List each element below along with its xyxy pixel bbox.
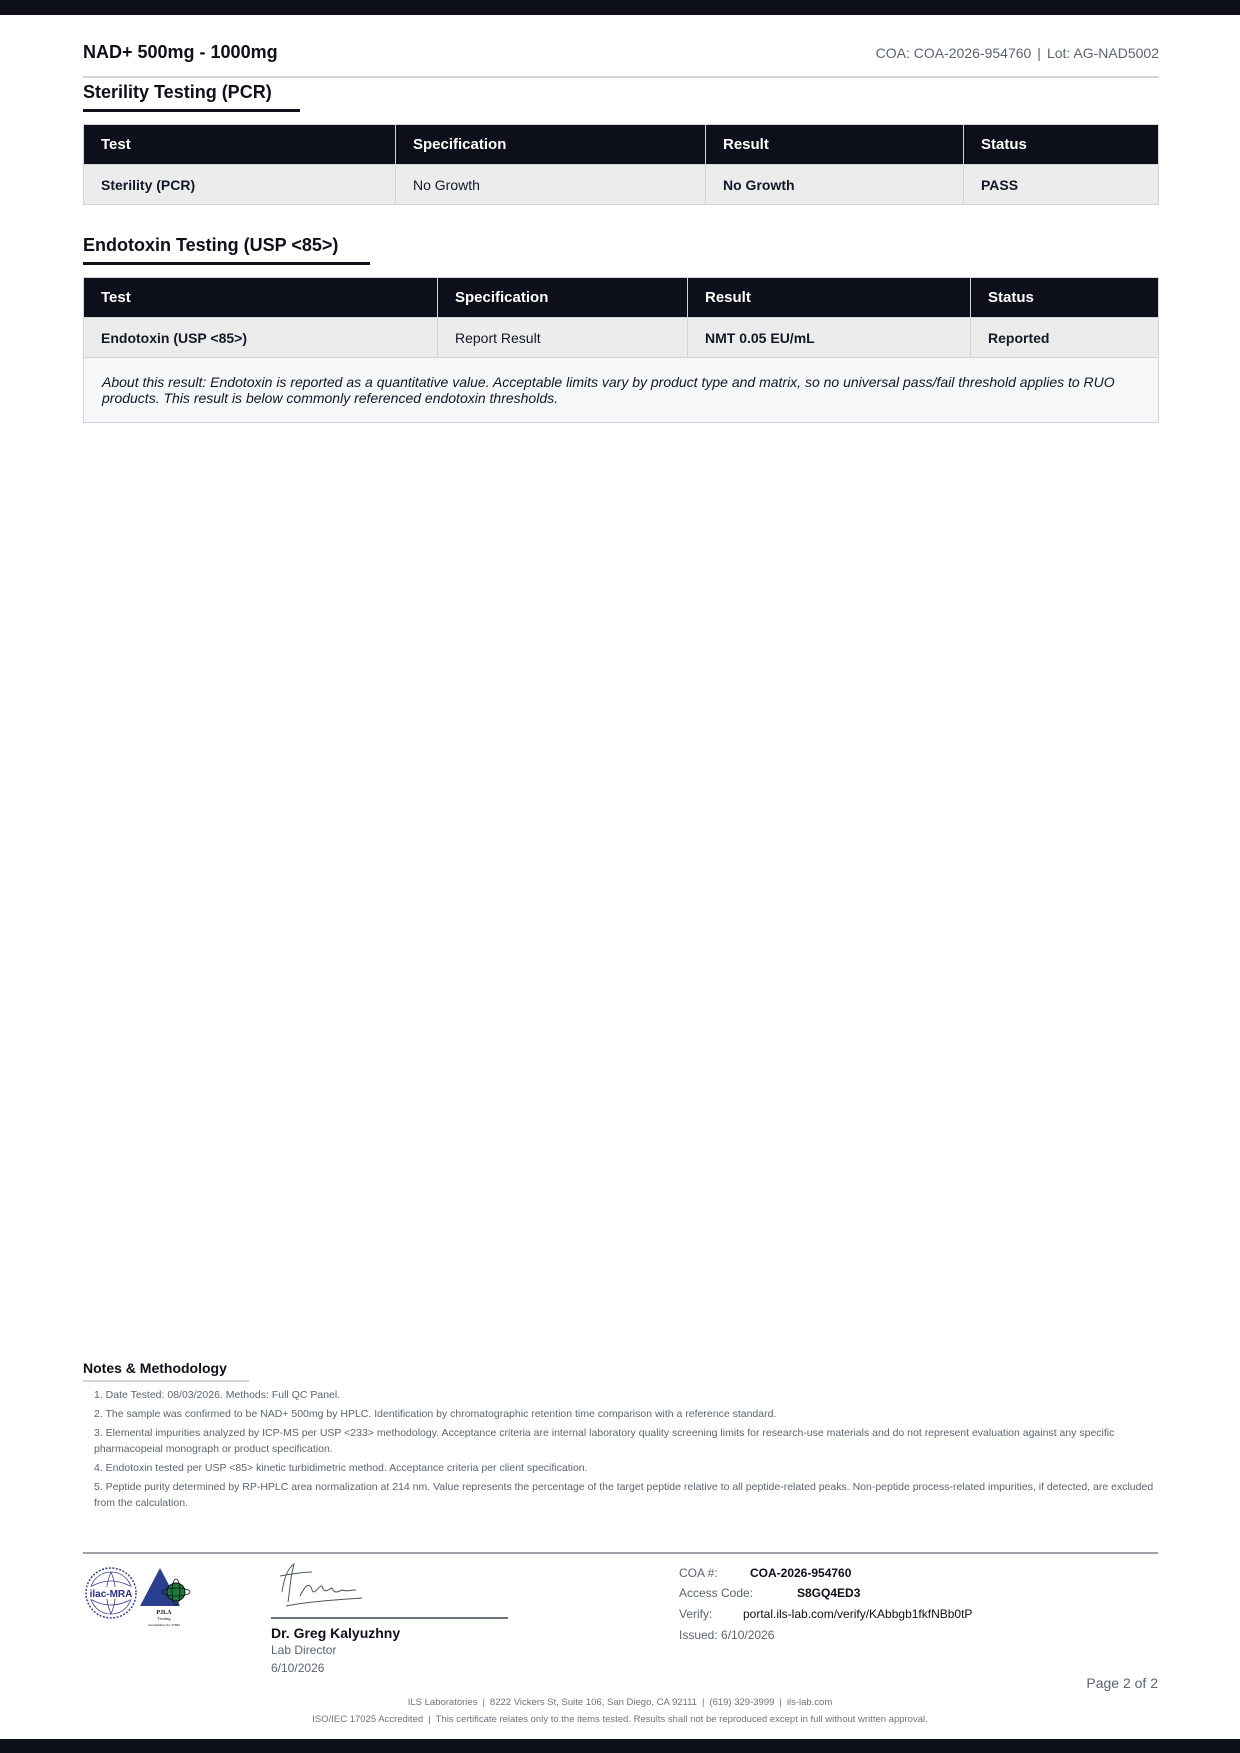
verify-link[interactable]: portal.ils-lab.com/verify/KAbbgb1fkfNBb0tP [743,1607,973,1621]
product-title: NAD+ 500mg - 1000mg [83,42,278,62]
table-header-row [84,278,1159,318]
footer-phone: (619) 329-3999 [709,1697,775,1708]
top-bar [0,0,1240,15]
note-row [84,358,1159,423]
footer-accreditation: ISO/IEC 17025 Accredited [312,1714,424,1725]
footer-separator: | [428,1714,431,1725]
footer-website[interactable]: ils-lab.com [786,1697,833,1708]
note-item: 1. Date Tested: 08/03/2026. Methods: Full QC Panel. [94,1389,341,1401]
cell-result: NMT 0.05 EU/mL [688,318,971,358]
cell-test: Endotoxin (USP <85>) [84,318,438,358]
issued-date: Issued: 6/10/2026 [679,1628,775,1642]
verify-label: Verify: [679,1607,713,1621]
sterility-table [83,124,1159,205]
document-header [83,40,1159,78]
coa-number-row [679,1566,852,1580]
status-badge: PASS [964,165,1159,205]
signature-line [271,1617,508,1619]
verify-row [679,1607,973,1621]
endotoxin-section-title: Endotoxin Testing (USP <85>) [83,235,370,265]
endotoxin-table [83,277,1159,423]
coa-number-value: COA-2026-954760 [750,1566,852,1580]
note-item: 5. Peptide purity determined by RP-HPLC area normalization at 214 nm. Value represents the percentage of the target peptide relative to all peptide-related peaks. Non-peptide process-related impurities, if detected, are excluded from the calculation. [94,1481,1154,1509]
column-header-result: Result [688,278,971,318]
pjla-logo-text: PJLA [156,1610,172,1616]
column-header-result: Result [706,125,964,165]
footer-disclaimer-line [0,1714,1240,1725]
header-meta [876,45,1159,61]
notes-list [94,1387,1158,1514]
column-header-test: Test [84,278,438,318]
endotoxin-note: About this result: Endotoxin is reported as a quantitative value. Acceptable limits vary by product type and matrix, so no universal pass/fail threshold applies to RUO products. This result is below commonly referenced endotoxin thresholds. [84,358,1159,423]
pjla-logo-subtext: Testing [157,1616,171,1621]
cell-specification: No Growth [396,165,706,205]
table-row [84,318,1159,358]
column-header-status: Status [964,125,1159,165]
cell-test: Sterility (PCR) [84,165,396,205]
column-header-test: Test [84,125,396,165]
cell-specification: Report Result [438,318,688,358]
footer-address-line [0,1697,1240,1708]
notes-title: Notes & Methodology [83,1360,249,1382]
footer-lab-name: ILS Laboratories [407,1697,478,1708]
access-code-value: S8GQ4ED3 [797,1586,861,1600]
column-header-status: Status [971,278,1159,318]
signature-image [276,1556,368,1614]
table-row [84,165,1159,205]
page-number: Page 2 of 2 [1086,1675,1158,1691]
note-item: 2. The sample was confirmed to be NAD+ 500mg by HPLC. Identification by chromatographic retention time comparison with a reference standard. [94,1408,777,1420]
cell-result: No Growth [706,165,964,205]
pjla-logo-accreditation: Accreditation No. 97862 [147,1623,181,1627]
table-header-row [84,125,1159,165]
header-separator: | [1037,45,1041,61]
note-item: 4. Endotoxin tested per USP <85> kinetic turbidimetric method. Acceptance criteria per client specification. [94,1462,588,1474]
header-coa: COA: COA-2026-954760 [875,45,1032,61]
signer-name: Dr. Greg Kalyuzhny [271,1625,401,1641]
bottom-bar [0,1739,1240,1753]
footer-separator: | [779,1697,782,1708]
status-badge: Reported [971,318,1159,358]
header-lot: Lot: AG-NAD5002 [1046,45,1159,61]
footer-divider [83,1552,1158,1554]
footer-separator: | [482,1697,485,1708]
pjla-logo [140,1566,192,1630]
signer-date: 6/10/2026 [271,1661,325,1675]
ilac-mra-logo [84,1566,138,1620]
signer-role: Lab Director [271,1643,337,1657]
footer-address: 8222 Vickers St, Suite 106, San Diego, CA 92111 [489,1697,697,1708]
note-item: 3. Elemental impurities analyzed by ICP-MS per USP <233> methodology. Acceptance criteria are internal laboratory quality screening limits for research-use materials and do not represent evaluation against any specific pharmacopeial monograph or product specification. [94,1427,1115,1455]
access-code-row [679,1586,861,1600]
column-header-specification: Specification [438,278,688,318]
footer-disclaimer: This certificate relates only to the items tested. Results shall not be reproduced except in full without written approval. [435,1714,928,1725]
ilac-logo-text: ilac-MRA [89,1589,133,1600]
access-code-label: Access Code: [679,1586,754,1600]
footer-separator: | [701,1697,705,1708]
column-header-specification: Specification [396,125,706,165]
coa-number-label: COA #: [679,1566,718,1580]
sterility-section-title: Sterility Testing (PCR) [83,82,300,112]
